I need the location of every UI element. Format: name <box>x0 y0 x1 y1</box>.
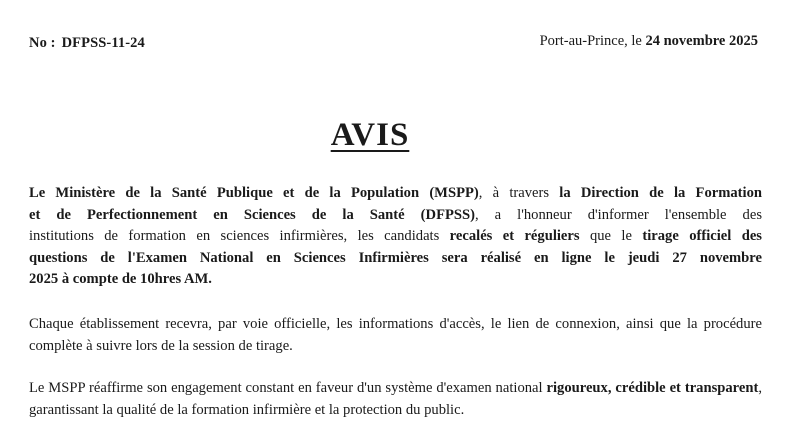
paragraph-text: que le <box>579 228 643 244</box>
paragraph-line <box>29 226 762 248</box>
date-text: 24 novembre 2025 <box>645 33 758 49</box>
draw-emphasis: tirage officiel des <box>642 228 762 244</box>
paragraph-text: , garantissant la qualité de la formation infirmière et la protection du public. <box>29 380 762 418</box>
reference-value: DFPSS-11-24 <box>61 35 145 51</box>
paragraph-text: Le MSPP réaffirme son engagement constant en faveur d'un système d'examen national <box>29 380 547 396</box>
access-info-paragraph: Chaque établissement recevra, par voie officielle, les informations d'accès, le lien de connexion, ainsi que la procédure complète à suivre lors de la session de tirage. <box>29 316 762 354</box>
paragraph-text: institutions de formation en sciences infirmières, les candidats <box>29 228 450 244</box>
reference-label: No : <box>29 35 56 51</box>
date-time-emphasis: 2025 à compte de 10hres AM. <box>29 271 212 287</box>
paragraph-text: , à travers <box>478 185 560 201</box>
ministry-name: Le Ministère de la Santé Publique et de la Population (MSPP) <box>29 185 479 201</box>
paragraph-line <box>29 205 762 227</box>
paragraph-line <box>29 269 762 291</box>
exam-emphasis: questions de l'Examen National en Sciences Infirmières sera réalisé en ligne le jeudi 27 novembre <box>29 249 762 266</box>
commitment-paragraph <box>29 378 762 421</box>
place-text: Port-au-Prince, le <box>539 33 642 49</box>
place-and-date <box>540 33 758 50</box>
announcement-paragraph <box>29 183 762 291</box>
commitment-emphasis: rigoureux, crédible et transparent <box>546 380 759 396</box>
document-title: AVIS <box>330 117 410 153</box>
candidates-emphasis: recalés et réguliers <box>449 228 580 244</box>
reference-number <box>29 35 145 52</box>
paragraph-line <box>29 248 762 270</box>
paragraph-line <box>29 183 762 205</box>
directorate-name-cont: et de Perfectionnement en Sciences de la Santé (DFPSS) <box>29 206 475 223</box>
paragraph-text: , a l'honneur d'informer l'ensemble des <box>475 206 763 223</box>
directorate-name: la Direction de la Formation <box>559 185 763 201</box>
